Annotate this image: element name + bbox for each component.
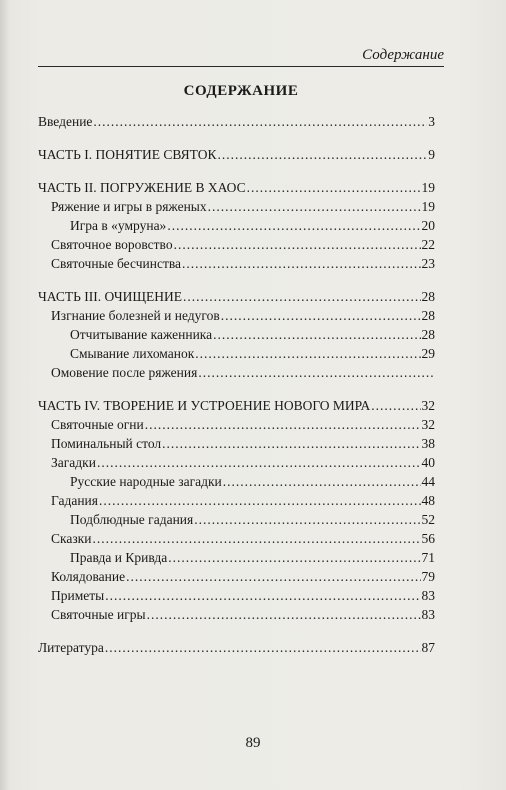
toc-entry-page: 40 [421, 455, 435, 470]
toc-entry-page: 19 [421, 199, 435, 214]
table-of-contents [38, 112, 435, 657]
toc-entry [38, 145, 435, 164]
toc-entry-label: ЧАСТЬ II. ПОГРУЖЕНИЕ В ХАОС [38, 180, 246, 195]
toc-spacer [38, 382, 435, 396]
toc-entry-label: ЧАСТЬ I. ПОНЯТИЕ СВЯТОК [38, 147, 217, 162]
toc-entry [38, 325, 435, 344]
toc-entry-label: Загадки [51, 455, 96, 470]
toc-entry-page: 19 [421, 180, 435, 195]
toc-entry-page: 28 [421, 289, 435, 304]
toc-entry-label: Литература [38, 640, 104, 655]
toc-entry [38, 306, 435, 325]
toc-entry-label: Русские народные загадки [70, 474, 222, 489]
page-title: СОДЕРЖАНИЕ [183, 83, 299, 99]
toc-dot-leader [92, 529, 420, 548]
toc-entry [38, 491, 435, 510]
toc-spacer [38, 273, 435, 287]
toc-entry-page: 79 [421, 569, 435, 584]
toc-dot-leader [371, 396, 420, 415]
toc-entry [38, 235, 435, 254]
toc-entry-page: 71 [421, 550, 435, 565]
toc-entry-label: Омовение после ряжения [51, 365, 198, 380]
toc-dot-leader [126, 567, 420, 586]
toc-dot-leader [194, 510, 420, 529]
toc-entry-label: Святочные огни [51, 417, 144, 432]
page-number: 89 [245, 735, 261, 751]
toc-entry-page: 3 [428, 114, 435, 129]
toc-entry [38, 567, 435, 586]
toc-dot-leader [183, 287, 420, 306]
toc-entry [38, 415, 435, 434]
toc-entry-label: Смывание лихоманок [70, 346, 195, 361]
toc-dot-leader [182, 254, 420, 273]
toc-entry-label: ЧАСТЬ III. ОЧИЩЕНИЕ [38, 289, 183, 304]
toc-entry-label: Введение [38, 114, 93, 129]
toc-entry-label: Игра в «умруна» [70, 218, 167, 233]
toc-entry-page: 38 [421, 436, 435, 451]
toc-entry-page: 9 [428, 147, 435, 162]
toc-entry-page: 48 [421, 493, 435, 508]
toc-entry-page: 56 [421, 531, 435, 546]
toc-entry [38, 254, 435, 273]
toc-entry-page: 83 [421, 607, 435, 622]
toc-spacer [38, 164, 435, 178]
toc-entry-page: 20 [421, 218, 435, 233]
toc-dot-leader [208, 197, 421, 216]
toc-entry-page: 83 [421, 588, 435, 603]
running-head-title: Содержание [362, 47, 444, 63]
toc-dot-leader [147, 605, 421, 624]
toc-entry [38, 197, 435, 216]
running-head [38, 44, 444, 67]
toc-dot-leader [221, 306, 421, 325]
toc-entry-label: Приметы [51, 588, 105, 603]
toc-dot-leader [97, 453, 421, 472]
toc-entry [38, 434, 435, 453]
toc-entry [38, 344, 435, 363]
toc-entry-page: 87 [421, 640, 435, 655]
toc-entry-label: Ряжение и игры в ряженых [51, 199, 207, 214]
toc-entry-label: Святочное воровство [51, 237, 173, 252]
toc-entry [38, 548, 435, 567]
toc-entry-label: Колядование [51, 569, 126, 584]
toc-dot-leader [223, 472, 421, 491]
toc-spacer [38, 624, 435, 638]
toc-entry-page: 28 [421, 308, 435, 323]
toc-entry [38, 287, 435, 306]
toc-dot-leader [174, 235, 421, 254]
toc-entry [38, 216, 435, 235]
toc-entry-page: 52 [421, 512, 435, 527]
toc-entry [38, 529, 435, 548]
toc-entry [38, 396, 435, 415]
toc-entry-label: Поминальный стол [51, 436, 162, 451]
toc-dot-leader [105, 638, 421, 657]
toc-dot-leader [213, 325, 420, 344]
toc-entry-label: Святочные игры [51, 607, 146, 622]
toc-entry-label: Гадания [51, 493, 98, 508]
toc-entry-label: Подблюдные гадания [70, 512, 194, 527]
toc-dot-leader [168, 548, 420, 567]
toc-dot-leader [93, 112, 427, 131]
toc-spacer [38, 131, 435, 145]
toc-dot-leader [99, 491, 421, 510]
toc-dot-leader [105, 586, 420, 605]
toc-entry [38, 472, 435, 491]
toc-entry [38, 510, 435, 529]
toc-entry-page: 28 [421, 327, 435, 342]
toc-dot-leader [145, 415, 421, 434]
toc-entry-page: 32 [421, 398, 435, 413]
toc-entry [38, 605, 435, 624]
toc-entry-page: 32 [421, 417, 435, 432]
toc-entry-label: Сказки [51, 531, 92, 546]
toc-entry-page: 22 [421, 237, 435, 252]
toc-dot-leader [162, 434, 420, 453]
toc-entry [38, 586, 435, 605]
toc-dot-leader [167, 216, 420, 235]
toc-entry-label: Правда и Кривда [70, 550, 168, 565]
toc-entry-label: ЧАСТЬ IV. ТВОРЕНИЕ И УСТРОЕНИЕ НОВОГО МИРА [38, 398, 371, 413]
toc-entry-label: Изгнание болезней и недугов [51, 308, 220, 323]
toc-entry [38, 178, 435, 197]
toc-entry-label: Отчитывание каженника [70, 327, 213, 342]
toc-entry [38, 453, 435, 472]
toc-entry [38, 363, 435, 382]
toc-entry [38, 112, 435, 131]
toc-entry [38, 638, 435, 657]
toc-entry-page: 29 [421, 346, 435, 361]
toc-dot-leader [247, 178, 421, 197]
toc-dot-leader [195, 344, 420, 363]
toc-dot-leader [198, 363, 434, 382]
toc-dot-leader [218, 145, 428, 164]
toc-entry-page: 44 [421, 474, 435, 489]
toc-entry-page: 23 [421, 256, 435, 271]
toc-entry-label: Святочные бесчинства [51, 256, 182, 271]
